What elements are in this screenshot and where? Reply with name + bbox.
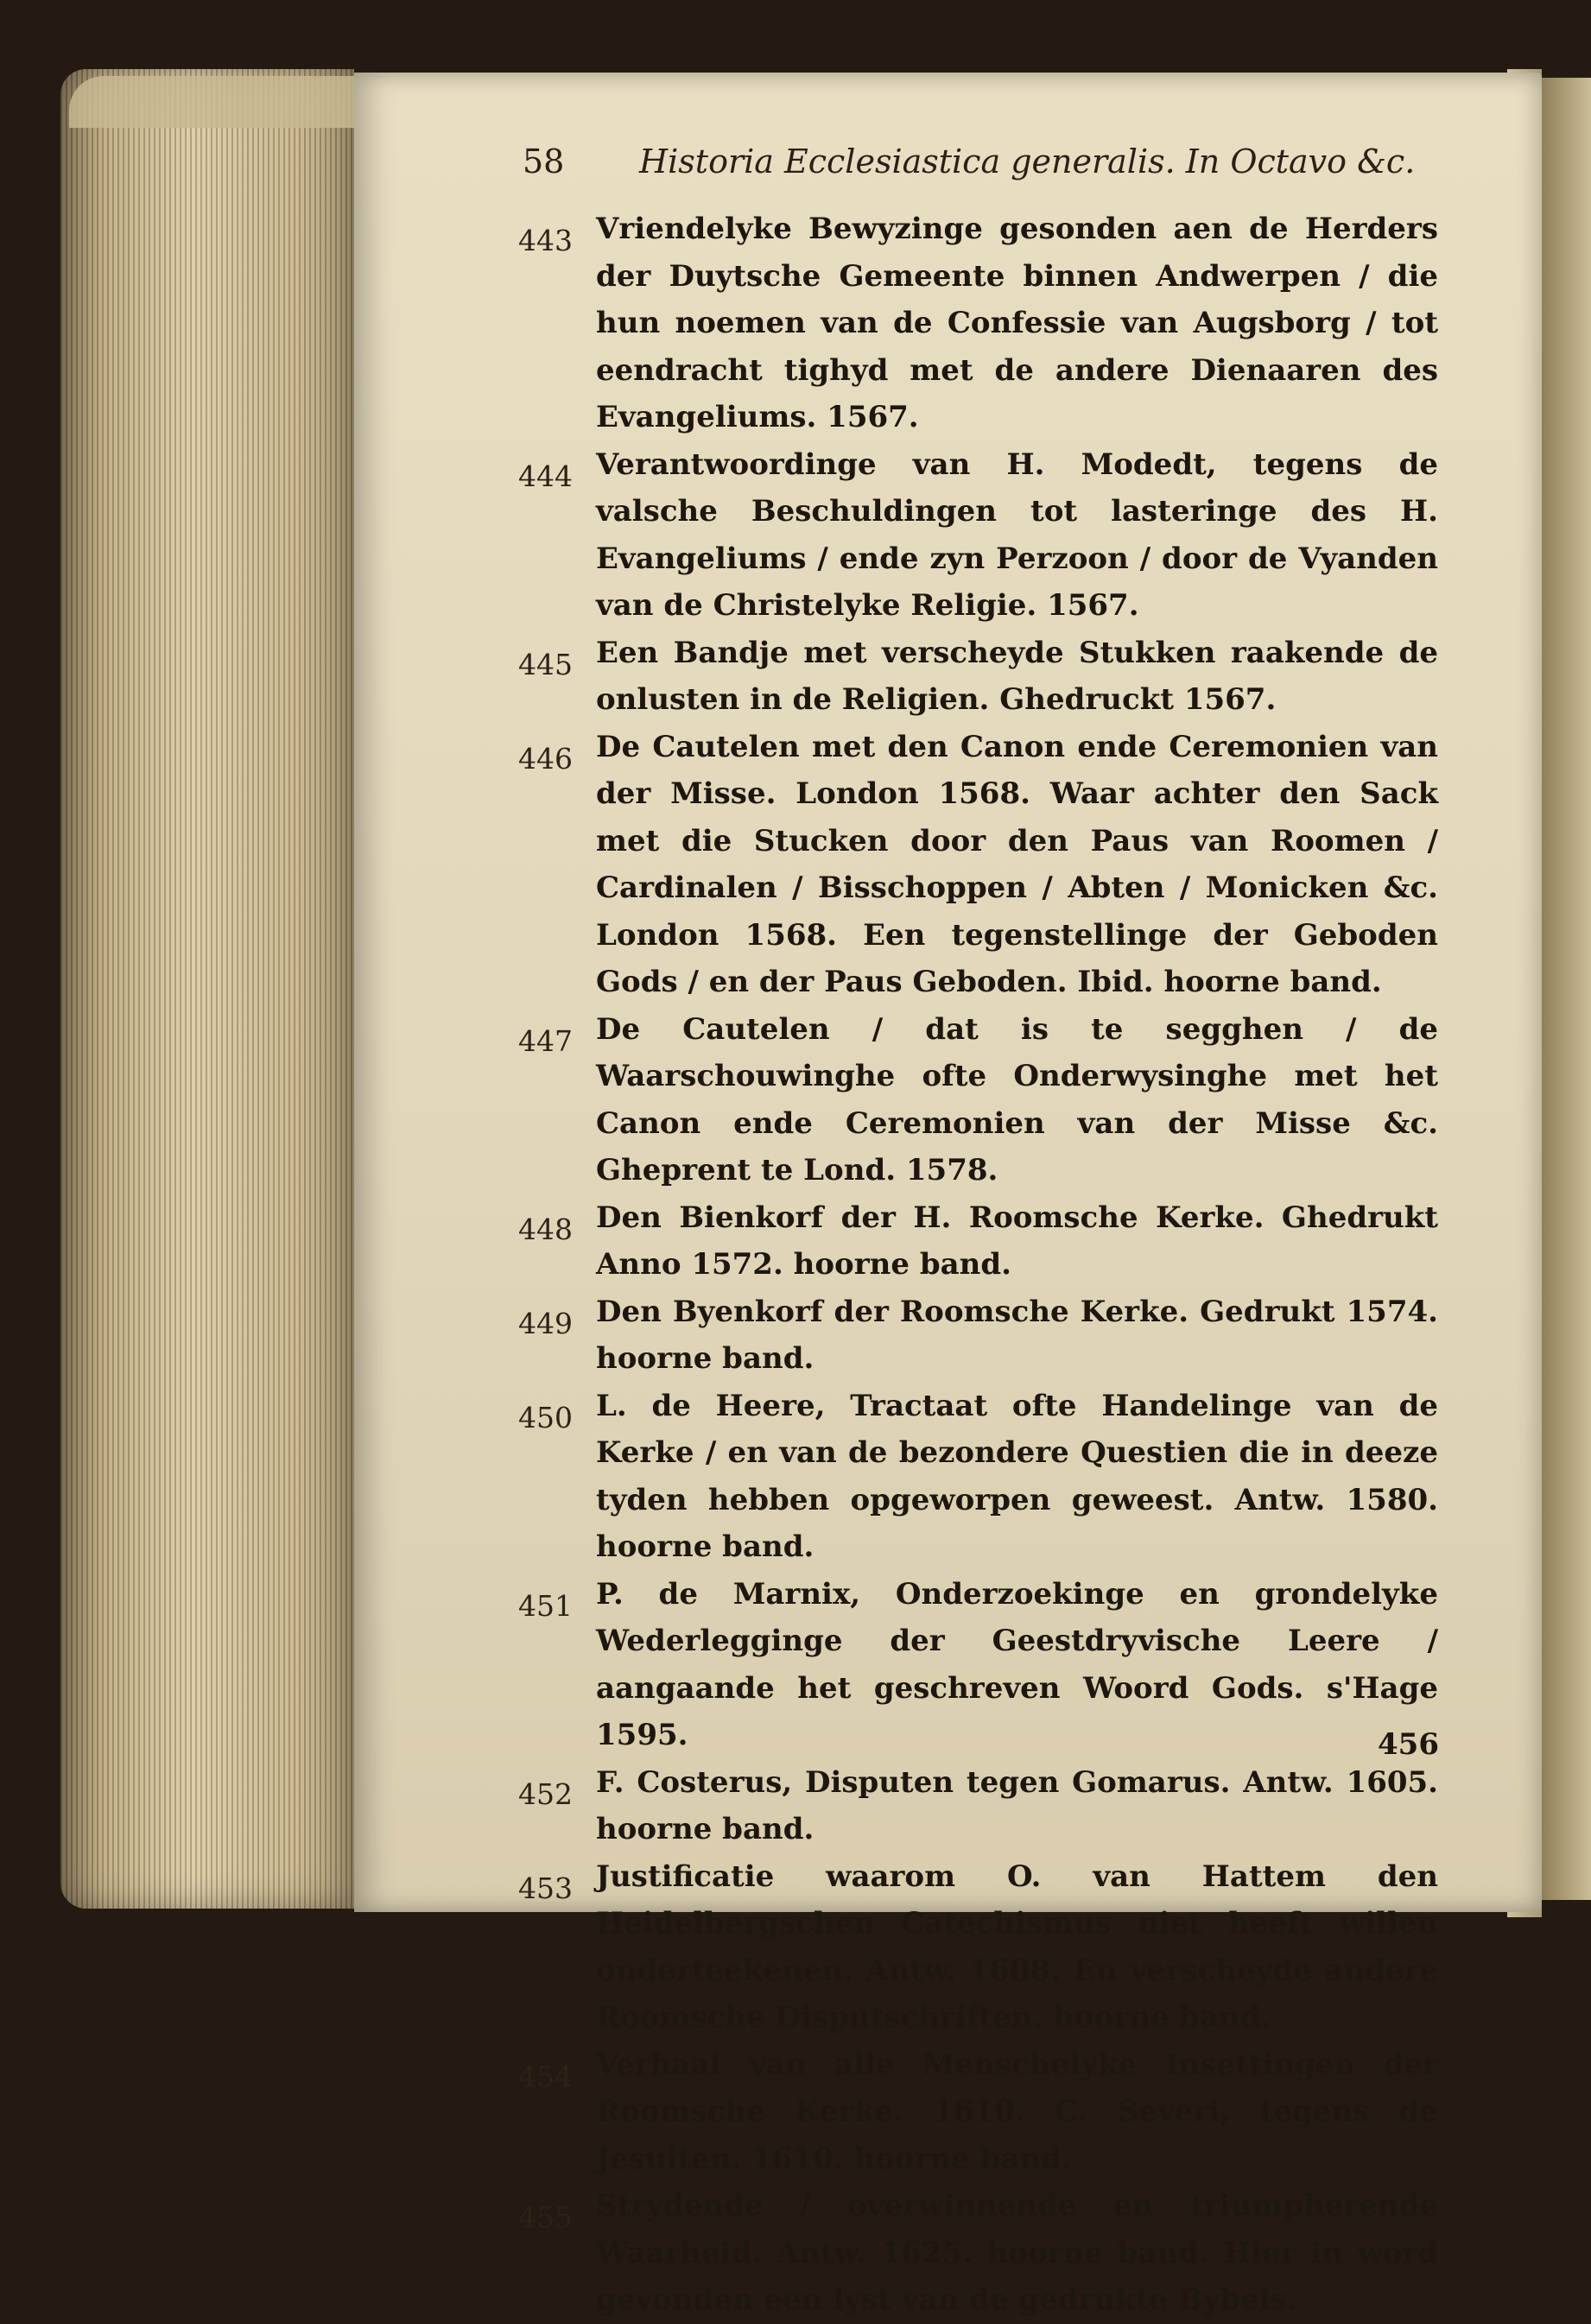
catalogue-entry bbox=[518, 1571, 1438, 1759]
entry-text: De Cautelen met den Canon ende Ceremonien van der Misse. London 1568. Waar achter den Sack met die Stucken door den Paus van Roomen / Cardinalen / Bisschoppen / Abten / Monicken &c. London 1568. Een tegenstellinge der Geboden Gods / en der Paus Geboden. Ibid. hoorne band. bbox=[596, 729, 1438, 999]
catalogue-entry bbox=[518, 441, 1438, 630]
catalogue-entry bbox=[518, 1383, 1438, 1571]
entry-number: 455 bbox=[518, 2201, 573, 2234]
entry-number: 452 bbox=[518, 1776, 573, 1811]
catalogue-entry bbox=[518, 1006, 1438, 1194]
entry-text: Strydende / overwinnende en triumpherende Waarheid. Antw. 1625. hoorne band. Hier in word gevonden een lyst van de gedrukte Bybels. bbox=[596, 2188, 1438, 2317]
entry-text: L. de Heere, Tractaat ofte Handelinge van de Kerke / en van de bezondere Questien die in deeze tyden hebben opgeworpen geweest. Antw. 1580. hoorne band. bbox=[596, 1388, 1438, 1564]
entry-text: Verhaal van alle Menschelyke Insettingen der Roomsche Kerke. 1610. C. Severi, tegens de Jesuiten. 1610. hoorne band. bbox=[596, 2047, 1438, 2176]
entry-text: De Cautelen / dat is te segghen / de Waarschouwinghe ofte Onderwysinghe met het Canon ende Ceremonien van der Misse &c. Gheprent te Lond. 1578. bbox=[596, 1011, 1438, 1187]
catalogue-entry bbox=[518, 1853, 1438, 2042]
entry-text: Den Byenkorf der Roomsche Kerke. Gedrukt 1574. hoorne band. bbox=[596, 1294, 1438, 1376]
entry-number: 449 bbox=[518, 1306, 573, 1340]
book-page-edges bbox=[60, 69, 354, 1909]
entry-number: 453 bbox=[518, 1871, 573, 1905]
catalogue-entry bbox=[518, 206, 1438, 441]
catalogue-entry bbox=[518, 630, 1438, 724]
entry-text: Vriendelyke Bewyzinge gesonden aen de Herders der Duytsche Gemeente binnen Andwerpen / die hun noemen van de Confessie van Augsborg / tot eendracht tighyd met de andere Dienaaren des Evangeliums. 1567. bbox=[596, 212, 1438, 434]
entry-number: 450 bbox=[518, 1400, 573, 1434]
entry-text: Een Bandje met verscheyde Stukken raakende de onlusten in de Religien. Ghedruckt 1567. bbox=[596, 635, 1438, 717]
catalogue-entries bbox=[518, 206, 1438, 2324]
running-header bbox=[523, 142, 1416, 194]
entry-text: P. de Marnix, Onderzoekinge en grondelyke Wederleggingе der Geestdryvische Leere / aangaande het geschreven Woord Gods. s'Hage 1595. bbox=[596, 1576, 1438, 1752]
entry-number: 445 bbox=[518, 647, 573, 681]
entry-number: 443 bbox=[518, 224, 573, 257]
entry-number: 447 bbox=[518, 1023, 573, 1058]
entry-number: 448 bbox=[518, 1212, 573, 1246]
catalogue-entry bbox=[518, 724, 1438, 1006]
catalogue-entry bbox=[518, 1194, 1438, 1289]
entry-number: 454 bbox=[518, 2059, 573, 2093]
entry-text: Den Bienkorf der H. Roomsche Kerke. Ghedrukt Anno 1572. hoorne band. bbox=[596, 1200, 1438, 1282]
entry-text: Verantwoordinge van H. Modedt, tegens de valsche Beschuldingen tot lasteringe des H. Evangeliums / ende zyn Perzoon / door de Vyanden van de Christelyke Religie. 1567. bbox=[596, 446, 1438, 623]
page-number: 58 bbox=[523, 142, 565, 180]
entry-number: 444 bbox=[518, 459, 573, 493]
catchword: 456 bbox=[1378, 1727, 1439, 1762]
catalogue-entry bbox=[518, 2042, 1438, 2183]
facing-page-edge bbox=[1542, 78, 1591, 1900]
entry-text: Justificatie waarom O. van Hattem den Heidelbergschen Catechismus niet heeft willen onderteekenen. Antw. 1608. En verscheyde andere Roomsche Disputschriften. hoorne band. bbox=[596, 1859, 1438, 2035]
catalogue-entry bbox=[518, 1289, 1438, 1383]
book-cover-edge bbox=[69, 76, 354, 128]
entry-number: 451 bbox=[518, 1588, 573, 1623]
running-title: Historia Ecclesiastica generalis. In Octavo &c. bbox=[639, 142, 1416, 180]
entry-text: F. Costerus, Disputen tegen Gomarus. Antw. 1605. hoorne band. bbox=[596, 1764, 1438, 1846]
catalogue-entry bbox=[518, 1759, 1438, 1853]
catalogue-entry bbox=[518, 2182, 1438, 2324]
entry-number: 446 bbox=[518, 741, 573, 776]
